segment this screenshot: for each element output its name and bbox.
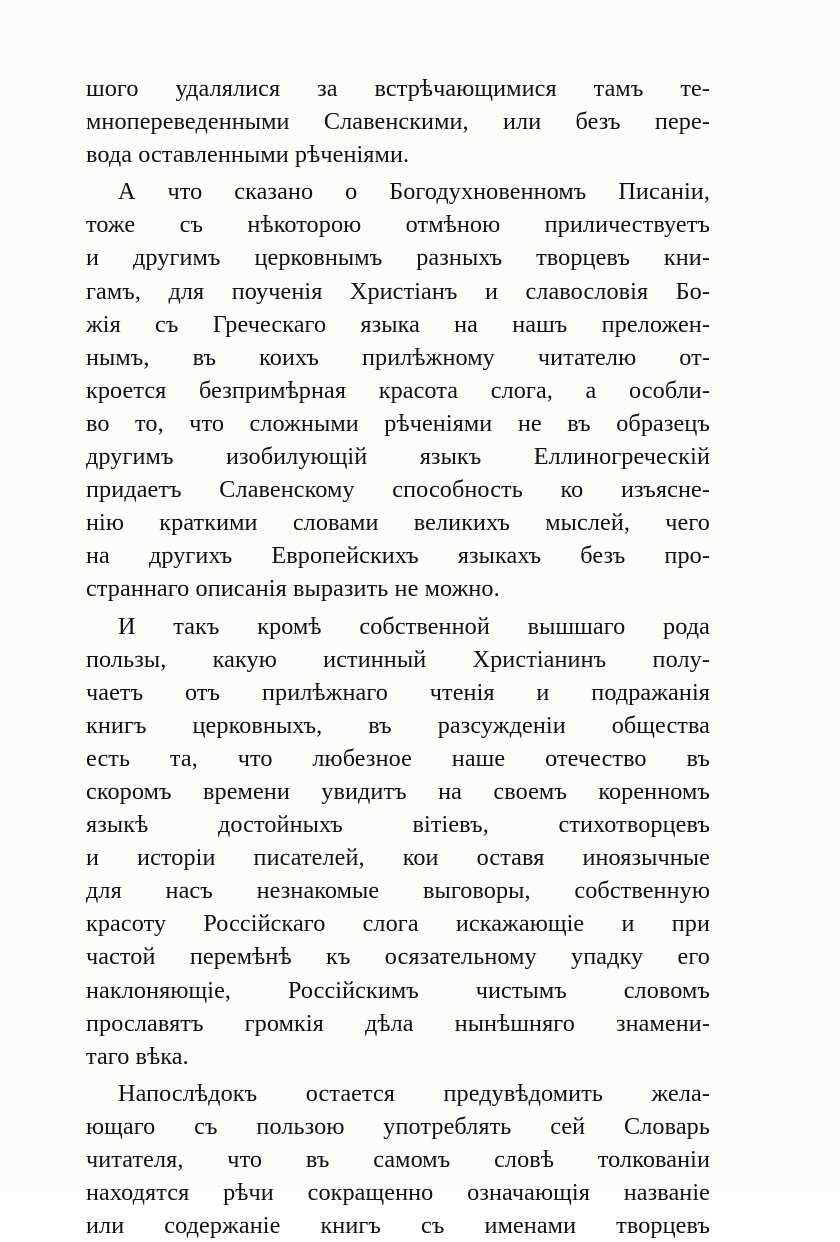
text-line: пользы, какую истинный Христіанинъ полу- — [86, 645, 710, 673]
text-line: вода оставленными рѣченіями. — [86, 141, 410, 169]
text-line: ющаго съ пользою употреблять сей Словарь — [86, 1112, 710, 1140]
text-line: шого удалялися за встрѣчающимися тамъ те- — [86, 75, 710, 102]
text-line: нымъ, въ коихъ прилѣжному читателю от- — [86, 343, 710, 371]
paragraph-1 — [86, 72, 710, 171]
text-line: Напослѣдокъ остается предувѣдомить жела- — [118, 1079, 710, 1107]
text-line: кроется безпримѣрная красота слога, а особли- — [86, 376, 710, 404]
text-line: находятся рѣчи сокращенно означающія названіе — [86, 1179, 710, 1207]
text-line: есть та, что любезное наше отечество въ — [86, 744, 710, 772]
text-line: страннаго описанія выразить не можно. — [86, 575, 500, 603]
text-line: И такъ кромѣ собственной вышшаго рода — [118, 612, 710, 640]
text-line: во то, что сложными рѣченіями не въ образецъ — [86, 409, 710, 437]
text-line: другимъ изобилующій языкъ Еллиногреческій — [86, 443, 710, 471]
text-line: частой перемѣнѣ къ осязательному упадку его — [86, 943, 710, 971]
text-line: таго вѣка. — [86, 1042, 189, 1070]
text-line: наклоняющіе, Россійскимъ чистымъ словомъ — [86, 976, 710, 1004]
text-line: мнопереведенными Славенскими, или безъ пере- — [86, 108, 710, 136]
paragraph-4 — [86, 1077, 710, 1242]
text-line: или содержаніе книгъ съ именами творцевъ — [86, 1212, 710, 1240]
text-line: придаетъ Славенскому способность ко изъясне- — [86, 476, 710, 504]
text-line: красоту Россійскаго слога искажающіе и при — [86, 910, 710, 938]
text-line: нію краткими словами великихъ мыслей, чего — [86, 509, 710, 537]
text-line: прославятъ громкія дѣла нынѣшняго знамени- — [86, 1009, 710, 1037]
text-line: чаетъ отъ прилѣжнаго чтенія и подражанія — [86, 678, 710, 706]
text-line: и исторіи писателей, кои оставя иноязычные — [86, 844, 710, 872]
paragraph-2 — [86, 175, 710, 605]
text-line: для насъ незнакомые выговоры, собственную — [86, 877, 710, 905]
text-line: А что сказано о Богодухновенномъ Писаніи, — [118, 178, 710, 206]
text-line: на другихъ Европейскихъ языкахъ безъ про- — [86, 542, 710, 570]
text-line: тоже съ нѣкоторою отмѣною приличествуетъ — [86, 211, 710, 239]
text-line: книгъ церковныхъ, въ разсужденіи общества — [86, 711, 710, 739]
text-line: и другимъ церковнымъ разныхъ творцевъ кни- — [86, 244, 710, 272]
paragraph-3 — [86, 610, 710, 1073]
text-line: гамъ, для поученія Христіанъ и славословія Бо- — [86, 277, 710, 305]
text-line: жія съ Греческаго языка на нашъ преложен- — [86, 310, 710, 338]
text-line: читателя, что въ самомъ словѣ толкованіи — [86, 1146, 710, 1173]
page-text — [86, 72, 710, 1242]
text-line: языкѣ достойныхъ вітіевъ, стихотворцевъ — [86, 811, 710, 839]
text-line: скоромъ времени увидитъ на своемъ коренномъ — [86, 777, 710, 805]
